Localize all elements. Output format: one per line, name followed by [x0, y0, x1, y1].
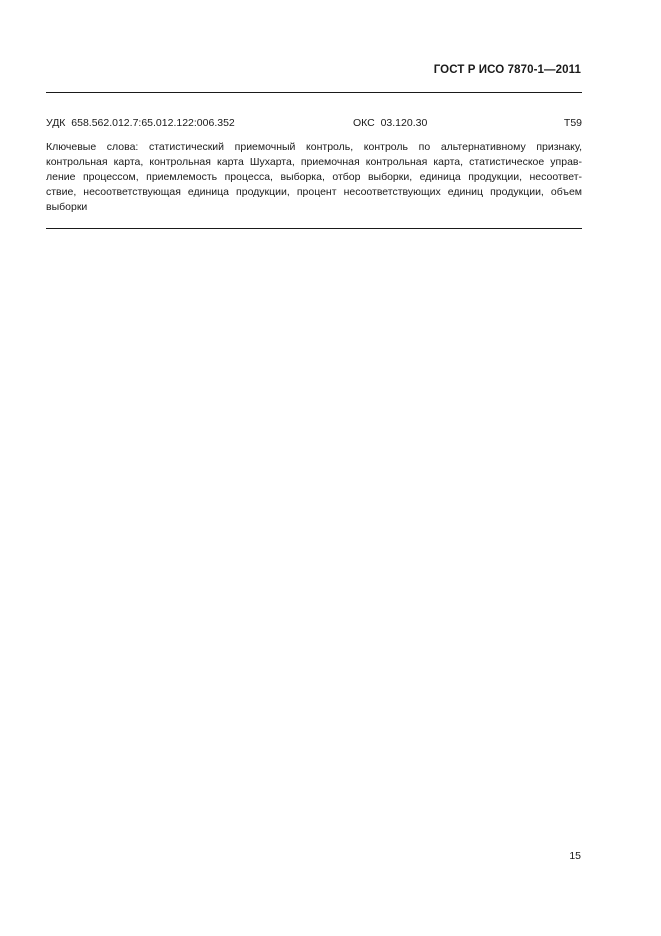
- keywords-paragraph: [46, 140, 582, 215]
- classification-row: [46, 117, 582, 131]
- footer-divider: [46, 228, 582, 229]
- udk-code: УДК 658.562.012.7:65.012.122:006.352: [46, 117, 235, 129]
- oks-code: ОКС 03.120.30: [353, 117, 428, 129]
- document-code: ГОСТ Р ИСО 7870-1—2011: [433, 64, 581, 76]
- keywords-line: ствие, несоответствующая единица продукции, процент несоответствующих единиц продукции, объем: [46, 186, 582, 198]
- group-code: Т59: [563, 117, 582, 129]
- header-divider: [46, 92, 582, 93]
- keywords-line: выборки: [46, 201, 88, 213]
- keywords-line: ление процессом, приемлемость процесса, выборка, отбор выборки, единица продукции, несоответ-: [46, 171, 582, 183]
- page-number: 15: [569, 850, 581, 862]
- keywords-line: контрольная карта, контрольная карта Шухарта, приемочная контрольная карта, статистическое управ-: [46, 156, 582, 168]
- keywords-line: Ключевые слова: статистический приемочный контроль, контроль по альтернативному признаку,: [46, 141, 582, 153]
